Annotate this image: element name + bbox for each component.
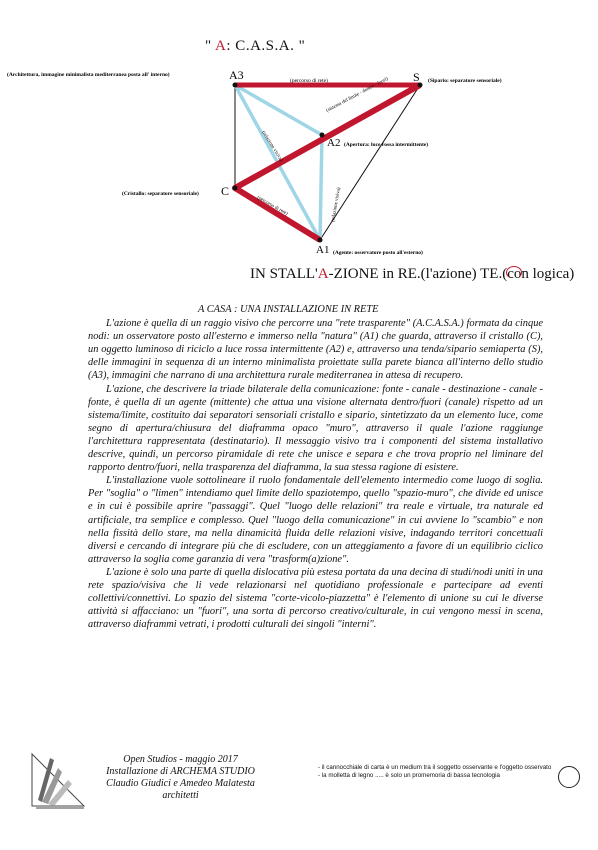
body-text [88,303,543,631]
paragraph: L'azione è solo una parte di quella dislocativa più estesa portata da una decina di studi/nodi uniti in una rete spazio/visiva che li vede relazionarsi nel quotidiano professionale e partecipare ad eventi collettivi/connettivi. Lo spazio del sistema "corte-vicolo-piazzetta" è l'elemento di unione su cui le diverse attività si affacciano: un "fuori", una sorta di percorso creativo/culturale, in cui vengono messi in scena, attraverso diaframmi vetrati, i prodotti culturali dei singoli "interni". [88,566,543,631]
installation-title: IN STALL'A-ZIONE in RE.(l'azione) TE.(con logica) [250,266,575,282]
credits-line: Open Studios - maggio 2017 [123,754,238,765]
label-sistema-limite: (sistema del limite - dentro - fuori) [325,76,390,114]
label-a1-desc: (Agente: osservatore posto all'esterno) [333,250,423,256]
label-a2: A2 [327,137,341,149]
credits-line: Installazione di ARCHEMA STUDIO [106,766,255,777]
note: - il cannocchiale di carta è un medium tra il soggetto osservante e l'oggetto osservato [318,764,552,771]
credits [98,754,263,802]
studio-logo-icon [28,750,88,810]
node-c [233,186,238,191]
paragraph: L'azione, che descrivere la triade bilaterale della comunicazione: fonte - canale - destinazione - canale - fonte, è quella di un agente (mittente) che attua una visione alternata dentro/fuori (canale) rispetto ad un sistema/limite, costituito dai separatori sensoriali cristallo e sipario, sintetizzato da un elemento luce, come segno di apertura/chiusura del diaframma opaco "muro", attraverso il quale l'azione raggiunge l'architettura rappresentata (destinatario). Il messaggio visivo tra i componenti del sistema installativo descrive, quindi, un percorso piramidale di rete che unisce e separa e che trova proprio nel liminare del rapporto dentro/fuori, nella trasparenza del diaframma, la sua stessa ragione di esistere. [88,383,543,474]
paragraph: L'installazione vuole sottolineare il ruolo fondamentale dell'elemento intermedio come luogo di soglia. Per "soglia" o "limen" intendiamo quel limite dello spaziotempo, quello "spazio-muro", che divide ed unisce e in cui è possibile aprire "passaggi". Quel "luogo delle relazioni" tra reale e virtuale, tra naturale ed artificiale, tra semplice e complesso. Quel "luogo della comunicazione" in cui avviene lo "scambio" e non nella fissità dello stare, ma nella dinamicità fluida delle relazioni visive, indagando territori concettuali diversi e cercando di integrare più che di escludere, con un atteggiamento a favore di un equilibrio ciclico attraverso la soglia come garanzia di vera "trasform(a)zione". [88,475,543,565]
label-c-desc: (Cristallo: separatore sensoriale) [122,191,199,197]
label-percorso-rete-bottom: (percorso di rete) [256,195,289,217]
label-percorso-rete-top: (percorso di rete) [290,78,328,84]
node-a1 [318,238,323,243]
page-title: " A: C.A.S.A. " [205,38,306,54]
credits-line: architetti [162,790,199,801]
visual-line-a2-a1 [320,135,322,240]
paragraph: L'azione è quella di un raggio visivo che percorre una "rete trasparente" (A.C.A.S.A.) formata da cinque nodi: un osservatore posto all'esterno e immerso nella "natura" (A1) che guarda, attraverso il cristallo (C), un oggetto luminoso di riciclo a luce rossa intermittente (A2) e, attraverso una tenda/sipario semiaperta (S), delle immagini in sequenza di un interno minimalista proiettate sulla parete bianca all'interno dello studio (A3), immagini che narrano di una architettura rurale mediterranea in attesa di recupero. [88,318,543,382]
label-a1: A1 [316,244,330,256]
node-a3 [233,83,238,88]
node-a2 [320,133,325,138]
section-heading: A CASA : UNA INSTALLAZIONE IN RETE [198,304,379,315]
note: - la molletta di legno ..... è solo un promemoria di bassa tecnologia [318,772,500,779]
label-a3-desc: (Architettura, immagine minimalista mediterranea posta all' interno) [7,72,170,78]
label-s-desc: (Sipario: separatore sensoriale) [428,78,502,84]
label-a2-desc: (Apertura: luce rossa intermittente) [344,142,429,148]
credits-line: Claudio Giudici e Amedeo Malatesta [106,778,255,789]
label-a3: A3 [229,68,244,82]
label-relazione-visiva-right: (relazione visiva) [331,187,343,223]
network-diagram [0,60,598,260]
circle-icon [558,766,580,788]
label-c: C [221,184,230,198]
label-s: S [413,70,420,84]
notes [318,764,553,780]
label-relazione-visiva-left: (relazione visiva) [260,130,284,163]
